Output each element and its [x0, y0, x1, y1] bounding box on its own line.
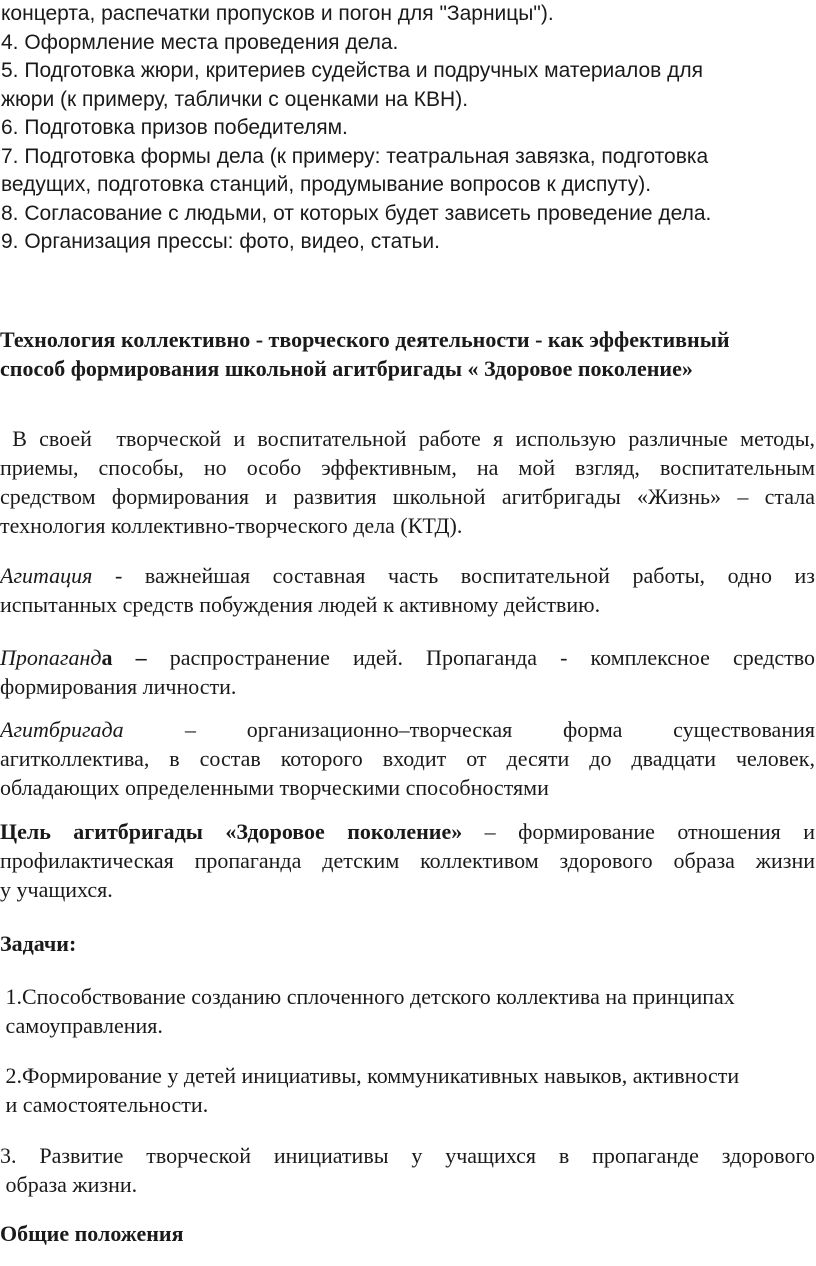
- definition-line: [0, 561, 815, 590]
- definition-text: [185, 715, 815, 744]
- definition-line: формирования личности.: [0, 674, 237, 699]
- section-heading-line: Технология коллективно - творческого деятельности - как эффективный: [0, 327, 730, 352]
- definition-line: обладающих определенными творческими способностями: [0, 775, 549, 800]
- paragraph-line: В своей творческой и воспитательной работе я использую различные методы,: [0, 426, 815, 451]
- definition-term: Пропаганд: [0, 645, 102, 670]
- list-item: концерта, распечатки пропусков и погон для "Зарницы").: [1, 2, 554, 25]
- paragraph-line: средством формирования и развития школьной агитбригады «Жизнь» – стала: [0, 484, 815, 509]
- definition-term-bold: а: [101, 645, 113, 670]
- list-item: 7. Подготовка формы дела (к примеру: театральная завязка, подготовка: [1, 144, 709, 168]
- task-line: образа жизни.: [0, 1172, 138, 1197]
- section-heading-line: способ формирования школьной агитбригады « Здоровое поколение»: [0, 356, 693, 381]
- goal-label: Цель агитбригады «Здоровое поколение»: [0, 819, 463, 844]
- task-line: 3. Развитие творческой инициативы у учащихся в пропаганде здорового: [0, 1143, 815, 1168]
- section-heading: [0, 325, 815, 383]
- definition-line: агитколлектива, в состав которого входит от десяти до двадцати человек,: [0, 746, 815, 771]
- definition-term: Агитбригада: [0, 717, 124, 742]
- definition-text: - важнейшая составная часть воспитательной работы, одно из: [92, 563, 815, 588]
- preparation-list: [1, 0, 811, 257]
- general-provisions-title: Общие положения: [0, 1221, 184, 1246]
- task-line: 2.Формирование у детей инициативы, коммуникативных навыков, активности: [0, 1063, 740, 1088]
- intro-paragraph: [0, 424, 815, 540]
- list-item: 6. Подготовка призов победителям.: [1, 116, 348, 139]
- agitation-definition: [0, 561, 815, 619]
- task-line: 1.Способствование созданию сплоченного детского коллектива на принципах: [0, 984, 735, 1009]
- goal-line: [0, 817, 815, 846]
- task-item: [0, 982, 815, 1040]
- definition-text: распространение идей. Пропаганда - комплексное средство: [169, 645, 815, 670]
- word: существования: [673, 717, 815, 742]
- paragraph-line: технология коллективно-творческого дела (КТД).: [0, 513, 463, 538]
- definition-line: [0, 715, 815, 744]
- list-item: жюри (к примеру, таблички с оценками на КВН).: [1, 87, 469, 111]
- list-item: ведущих, подготовка станций, продумывание вопросов к диспуту).: [1, 173, 652, 196]
- word: организационно–творческая: [246, 717, 513, 742]
- paragraph-line: приемы, способы, но особо эффективным, на мой взгляд, воспитательным: [0, 455, 815, 480]
- task-item: [0, 1061, 815, 1119]
- tasks-title: Задачи:: [0, 931, 77, 956]
- word: форма: [562, 717, 623, 742]
- task-line: самоуправления.: [0, 1013, 163, 1038]
- goal-paragraph: [0, 817, 815, 904]
- definition-dash: –: [112, 645, 170, 670]
- definition-term: Агитация: [0, 563, 93, 588]
- task-item: [0, 1141, 815, 1199]
- propaganda-definition: [0, 643, 815, 701]
- goal-text: – формирование отношения и: [462, 819, 815, 844]
- word: –: [185, 717, 196, 742]
- list-item: 5. Подготовка жюри, критериев судейства и подручных материалов для: [1, 59, 704, 82]
- list-item: 9. Организация прессы: фото, видео, статьи.: [1, 230, 440, 253]
- definition-line: испытанных средств побуждения людей к активному действию.: [0, 592, 601, 617]
- list-item: 8. Согласование с людьми, от которых будет зависеть проведение дела.: [1, 201, 712, 225]
- task-line: и самостоятельности.: [0, 1092, 209, 1117]
- goal-line: у учащихся.: [0, 877, 113, 902]
- agitbrigade-definition: [0, 715, 815, 802]
- definition-line: [0, 643, 815, 672]
- goal-line: профилактическая пропаганда детским коллективом здорового образа жизни: [0, 848, 815, 873]
- list-item: 4. Оформление места проведения дела.: [1, 30, 399, 54]
